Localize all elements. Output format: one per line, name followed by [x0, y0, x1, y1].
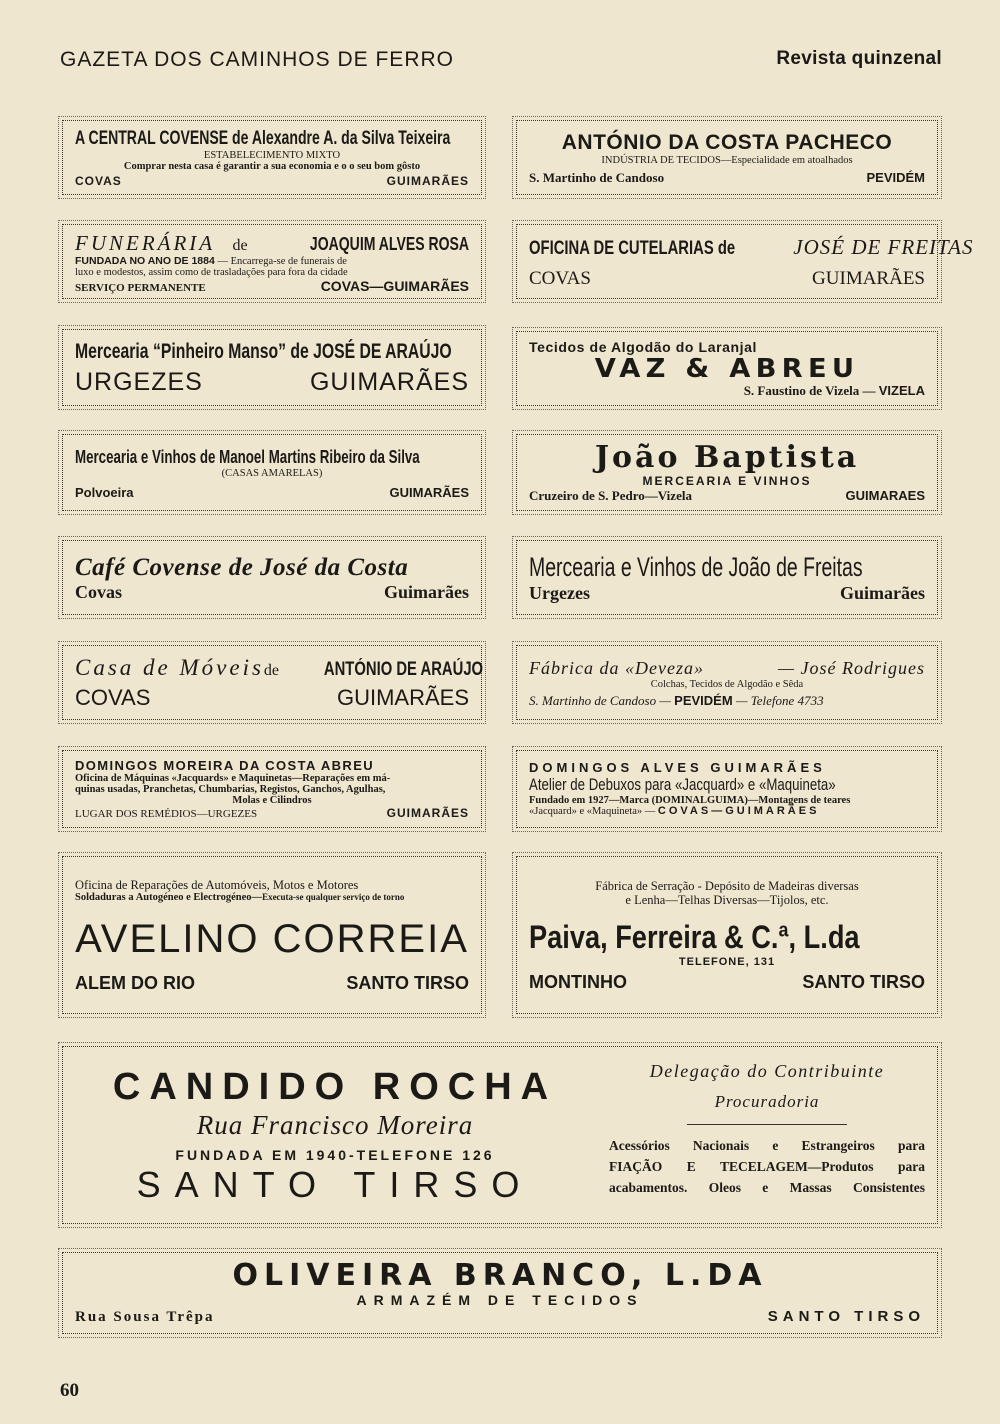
ad-owner: Alexandre A. da Silva Teixeira: [251, 128, 451, 149]
ad-founded: FUNDADA EM 1940-TELEFONE 126: [175, 1146, 495, 1163]
ad-location-right: GUIMARÃES: [389, 484, 469, 500]
ad-subtitle: (CASAS AMARELAS): [221, 467, 323, 479]
ad-city: SANTO TIRSO: [136, 1163, 534, 1205]
ad-joao-freitas: [516, 540, 938, 615]
ad-phone: TELEFONE, 131: [678, 955, 776, 968]
page-number: 60: [60, 1380, 79, 1401]
ad-title: OLIVEIRA BRANCO, L.DA: [232, 1258, 768, 1293]
ad-vaz-abreu: [516, 331, 938, 406]
ad-location-right: SANTO TIRSO: [767, 1308, 925, 1325]
ad-location-right: GUIMARÃES: [386, 174, 469, 188]
ad-deveza: [516, 645, 938, 720]
ad-title: Paiva, Ferreira & C.ª, L.da: [529, 918, 860, 955]
ad-title: Mercearia: [75, 339, 149, 363]
ad-text: quinas usadas, Pranchetas, Chumbarias, Registos, Ganchos, Agulhas,: [75, 783, 386, 795]
ad-location: S. Faustino de Vizela —: [743, 383, 876, 398]
ad-title: DOMINGOS ALVES GUIMARÃES: [529, 760, 826, 775]
ad-location-left: Rua Sousa Trêpa: [75, 1309, 215, 1325]
ad-avelino-correia: [62, 856, 482, 1014]
ad-text: Molas e Cilindros: [232, 794, 312, 806]
ad-title: Mercearia e Vinhos de Manoel Martins Ribeiro da Silva: [75, 446, 420, 467]
ad-location-left: Covas: [75, 581, 123, 602]
ad-location-right: COVAS—GUIMARÃES: [320, 277, 469, 294]
ad-shop-name: “Pinheiro Manso”: [152, 339, 286, 363]
ad-owner: JOSÉ DE FREITAS: [793, 234, 974, 259]
ad-location: S. Martinho de Candoso —: [529, 692, 671, 708]
ad-title: AVELINO CORREIA: [75, 916, 469, 961]
ad-word: de: [263, 662, 280, 679]
ad-central-covense: [62, 120, 482, 195]
ad-funeraria: [62, 224, 482, 299]
ad-location-left: Urgezes: [529, 583, 590, 603]
ad-location-left: SERVIÇO PERMANENTE: [75, 281, 206, 294]
ad-location-right: GUIMARÃES: [386, 805, 469, 820]
divider: [687, 1124, 847, 1125]
ad-title: VAZ & ABREU: [594, 354, 860, 384]
ad-text: Executa-se qualquer serviço de torno: [262, 891, 405, 902]
ad-subtitle: Atelier de Debuxos para «Jacquard» e «Maquineta»: [529, 775, 836, 794]
ad-cafe-covense: [62, 540, 482, 615]
ad-location-right: Guimarães: [840, 583, 925, 603]
ad-manoel-martins: [62, 434, 482, 511]
ad-subtitle: Fábrica de Serração - Depósito de Madeiras diversas: [595, 878, 859, 893]
ad-text: «Jacquard» e «Maquineta» —: [529, 806, 656, 817]
ad-owner: — José Rodrigues: [778, 657, 925, 678]
ad-title: FUNERÁRIA: [75, 230, 216, 255]
ad-location-left: COVAS: [529, 267, 591, 289]
ad-subtitle: Oficina de Reparações de Automóveis, Motos e Motores: [75, 877, 359, 892]
ad-pinheiro-manso: [62, 329, 482, 406]
ad-text: Comprar nesta casa é garantir a sua economia e o o seu bom gôsto: [123, 161, 421, 172]
ad-city: VIZELA: [878, 383, 925, 398]
ad-location-left: COVAS: [75, 174, 122, 188]
ad-founded: FUNDADA NO ANO DE 1884: [75, 254, 215, 267]
ad-moreira-costa-abreu: [62, 750, 482, 828]
ad-delegation: Delegação do Contribuinte: [649, 1061, 885, 1081]
ad-title: Mercearia e Vinhos de João de Freitas: [529, 552, 863, 582]
ad-title: DOMINGOS MOREIRA DA COSTA ABREU: [75, 757, 375, 773]
ad-subtitle: Tecidos de Algodão do Laranjal: [529, 339, 758, 355]
ad-text: e Lenha—Telhas Diversas—Tijolos, etc.: [625, 892, 829, 907]
ad-procuradoria: Procuradoria: [714, 1092, 820, 1111]
ad-title: OFICINA DE CUTELARIAS de: [529, 237, 736, 259]
ad-text: Soldaduras a Autogéneo e Electrogéneo—: [75, 891, 263, 903]
ad-word: de: [232, 236, 248, 254]
ad-title: ANTÓNIO DA COSTA PACHECO: [561, 130, 893, 154]
ad-text: Oficina de Máquinas «Jacquards» e Maquinetas—Reparações em má-: [75, 772, 391, 784]
ad-word: de: [290, 339, 309, 363]
ad-text: FIAÇÃO E TECELAGEM—Produtos para: [609, 1159, 925, 1174]
ad-title: Café Covense de José da Costa: [75, 553, 409, 581]
ad-title: A CENTRAL COVENSE: [75, 128, 229, 149]
ad-text: — Encarrega-se de funerais de: [217, 255, 347, 267]
ad-location-right: SANTO TIRSO: [346, 972, 469, 993]
ad-subtitle: Colchas, Tecidos de Algodão e Sêda: [650, 678, 804, 690]
ad-subtitle: INDÚSTRIA DE TECIDOS—Especialidade em atoalhados: [601, 154, 853, 166]
ad-location-left: Polvoeira: [75, 484, 134, 500]
ad-location-left: ALEM DO RIO: [75, 972, 195, 993]
ad-paiva-ferreira: [516, 856, 938, 1014]
ad-title: Casa de Móveis: [75, 655, 264, 680]
ad-location-right: PEVIDÉM: [866, 169, 925, 185]
ad-location-right: GUIMARAES: [845, 488, 925, 503]
ad-candido-rocha: [62, 1046, 938, 1224]
ad-subtitle: ARMAZÉM DE TECIDOS: [356, 1292, 644, 1308]
ad-location-left: Cruzeiro de S. Pedro—Vizela: [529, 488, 692, 503]
ad-owner: ANTÓNIO DE ARAÚJO: [323, 659, 484, 680]
ad-location-left: URGEZES: [75, 367, 203, 396]
ad-title: Fábrica da «Deveza»: [529, 657, 704, 678]
ad-location-left: S. Martinho de Candoso: [529, 169, 665, 185]
ad-location-right: Guimarães: [384, 581, 469, 602]
ad-street: Rua Francisco Moreira: [196, 1109, 474, 1140]
ad-title: João Baptista: [594, 440, 860, 475]
ad-location-right: GUIMARÃES: [309, 367, 469, 396]
ad-location-right: GUIMARÃES: [812, 267, 925, 289]
ad-casa-moveis: [62, 645, 482, 720]
ad-phone: — Telefone 4733: [735, 692, 824, 708]
ad-location-left: LUGAR DOS REMÉDIOS—URGEZES: [75, 807, 258, 820]
ad-owner: JOAQUIM ALVES ROSA: [309, 233, 469, 254]
ad-oliveira-branco: [62, 1252, 938, 1334]
ad-location: COVAS—GUIMARÃES: [657, 805, 820, 817]
ad-location-right: SANTO TIRSO: [802, 971, 925, 992]
ad-cutelarias: [516, 224, 974, 299]
running-head: GAZETA DOS CAMINHOS DE FERRO: [60, 48, 454, 71]
ad-city: PEVIDÉM: [674, 692, 733, 708]
ad-location-left: COVAS: [75, 685, 151, 710]
ad-text: luxo e modestos, assim como de trasladações para fora da cidade: [75, 266, 348, 278]
ad-text: acabamentos. Oleos e Massas Consistentes: [609, 1180, 925, 1195]
ad-text: Fundado em 1927—Marca (DOMINALGUIMA)—Montagens de teares: [529, 795, 851, 806]
ad-alves-guimaraes: [516, 750, 938, 828]
ad-location-right: GUIMARÃES: [336, 685, 469, 710]
ad-owner: JOSÉ DE ARAÚJO: [313, 339, 452, 363]
ad-subtitle: MERCEARIA E VINHOS: [642, 474, 812, 488]
ad-title: CANDIDO ROCHA: [112, 1065, 558, 1108]
ad-location-left: MONTINHO: [529, 971, 627, 992]
ad-costa-pacheco: [516, 120, 938, 195]
ad-word: de: [232, 128, 249, 149]
ad-subtitle: ESTABELECIMENTO MIXTO: [203, 150, 341, 161]
ad-text: Acessórios Nacionais e Estrangeiros para: [609, 1138, 925, 1153]
running-head-subtitle: Revista quinzenal: [776, 48, 942, 69]
ad-joao-baptista: [516, 434, 938, 511]
